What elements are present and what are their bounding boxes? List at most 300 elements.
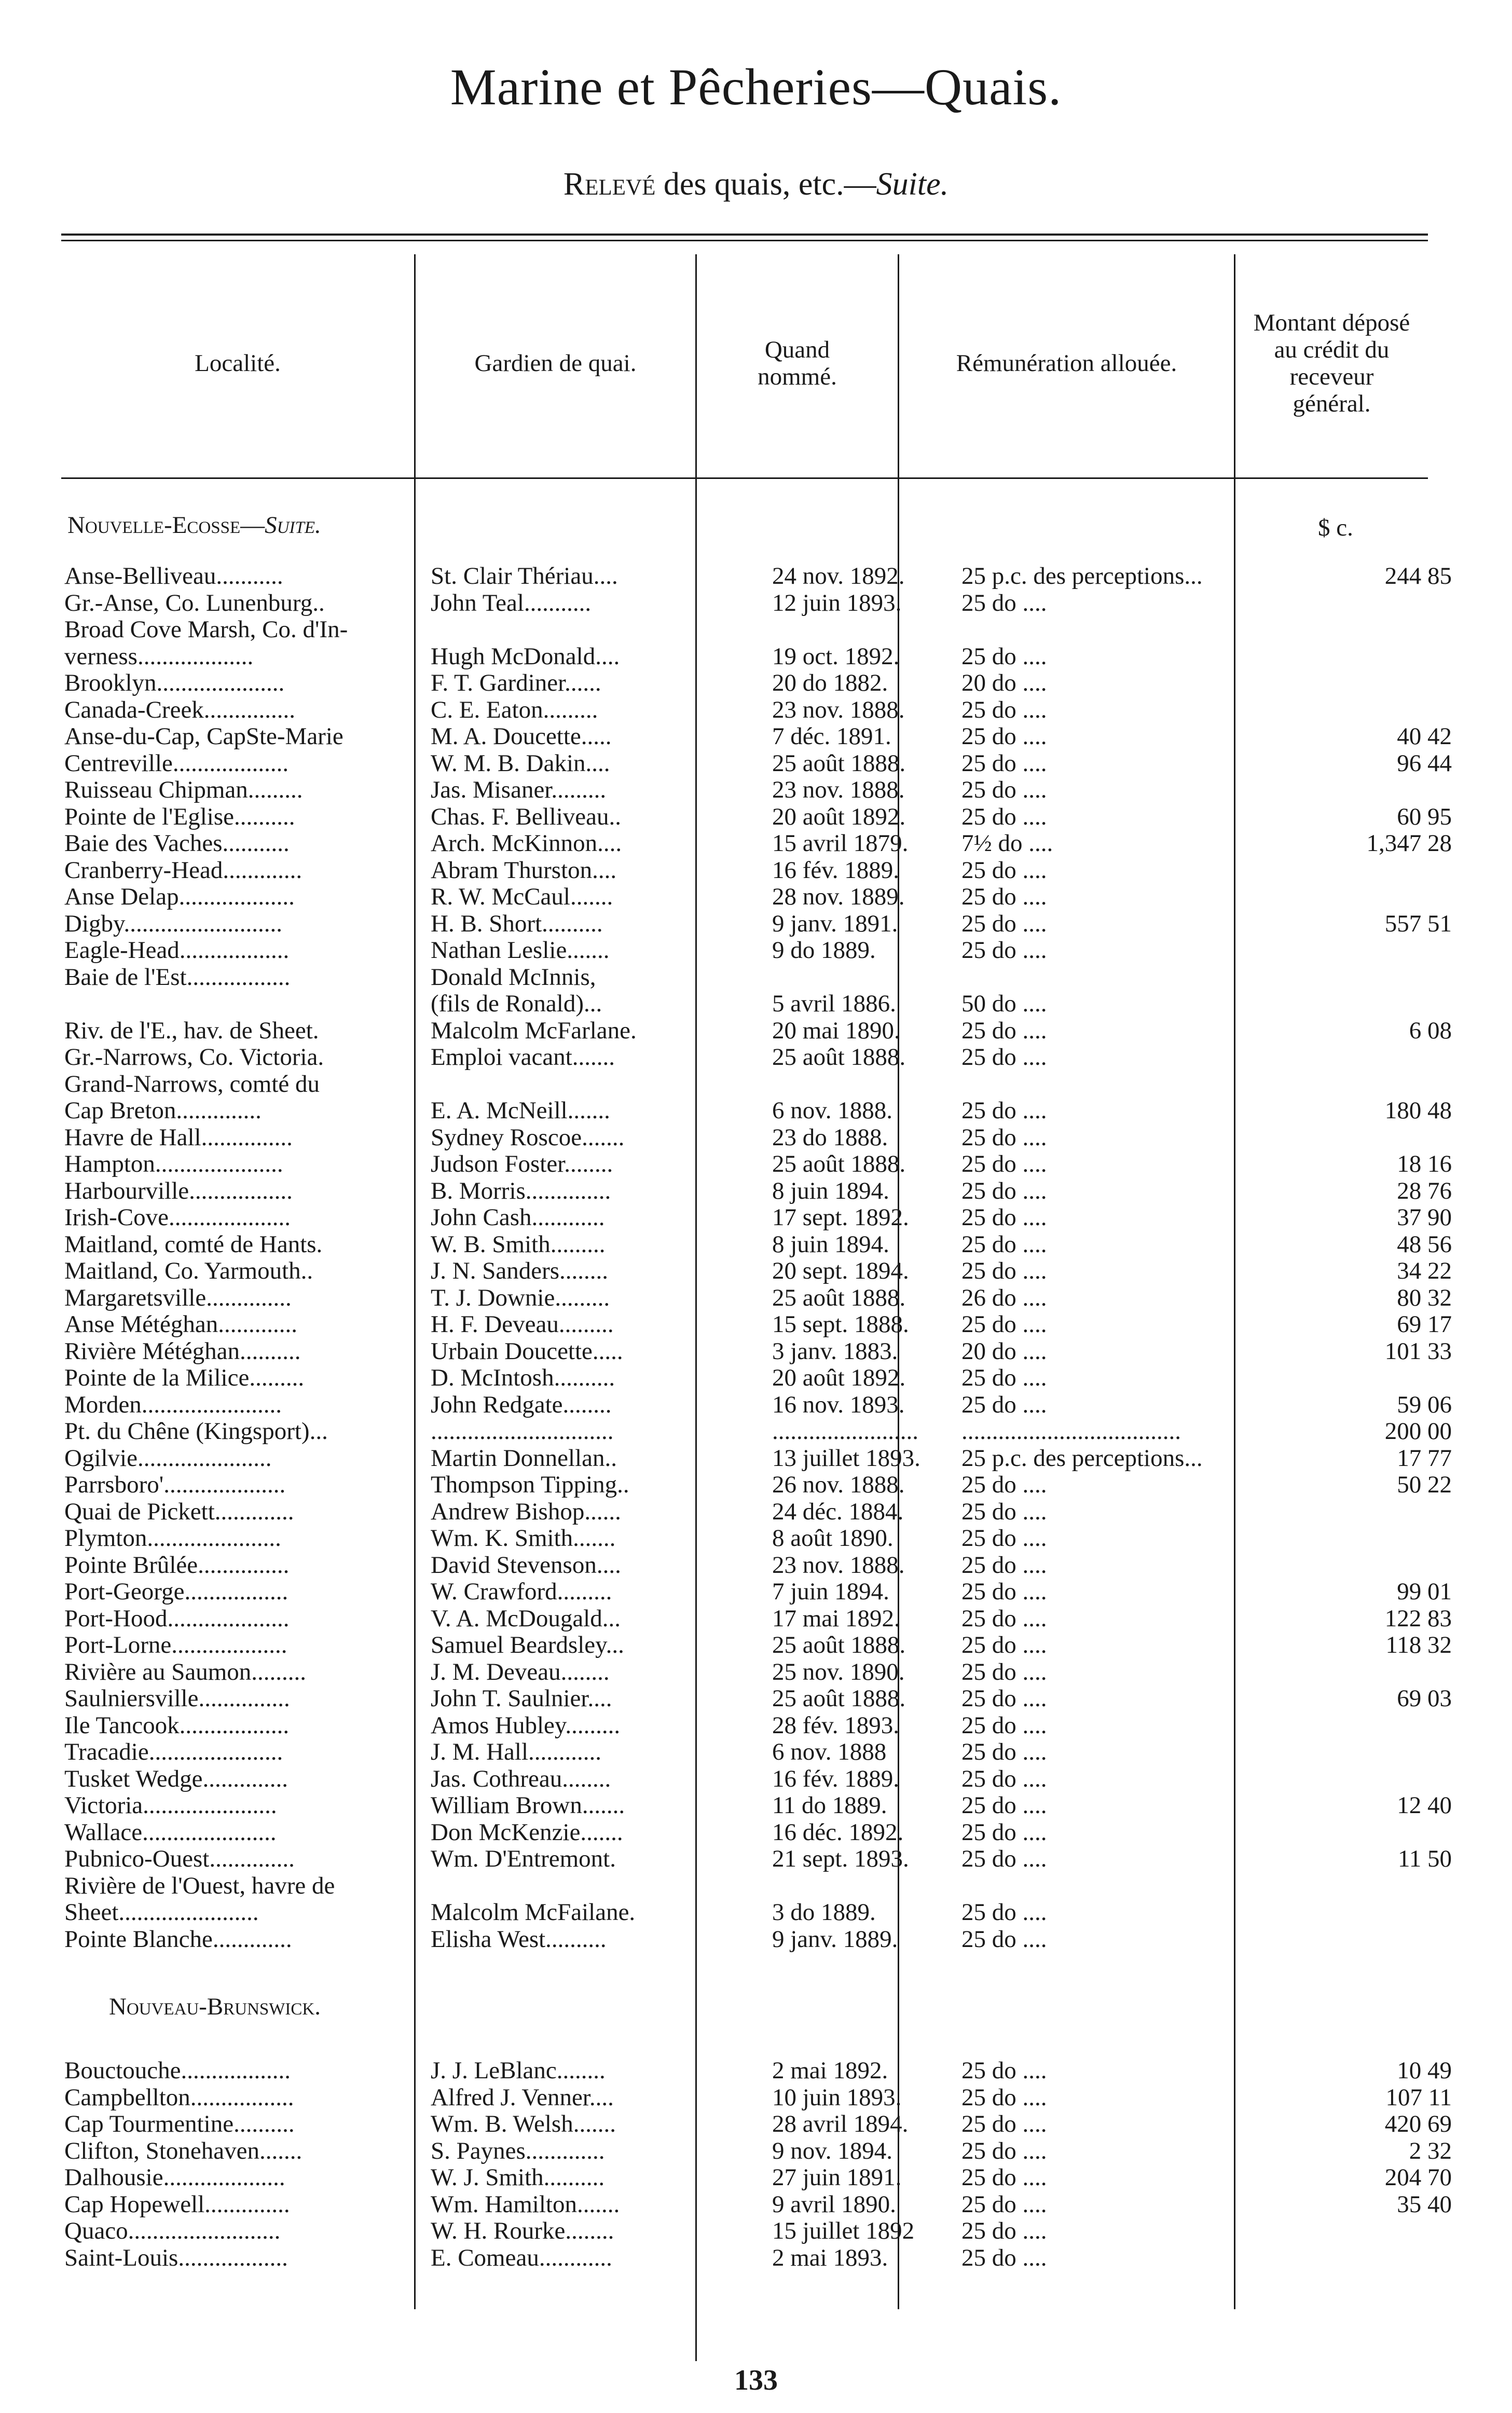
cell-date: 16 nov. 1893. — [772, 1391, 905, 1418]
table-row — [61, 1338, 1452, 1365]
cell-remuneration: 25 do .... — [961, 857, 1047, 884]
table-row — [61, 803, 1452, 830]
table-row — [61, 2191, 1452, 2218]
cell-gardien: Alfred J. Venner.... — [431, 2084, 614, 2111]
cell-date: 20 do 1882. — [772, 670, 888, 696]
cell-remuneration: 25 p.c. des perceptions... — [961, 563, 1203, 589]
cell-gardien: Wm. B. Welsh....... — [431, 2111, 616, 2137]
cell-gardien: B. Morris.............. — [431, 1177, 611, 1204]
cell-date: 11 do 1889. — [772, 1792, 887, 1819]
cell-montant — [1307, 1499, 1452, 1525]
cell-remuneration: 25 do .... — [961, 1765, 1047, 1792]
cell-montant — [1307, 616, 1452, 643]
cell-montant — [1307, 1766, 1452, 1792]
cell-gardien: Wm. D'Entremont. — [431, 1846, 616, 1872]
cell-localite: Plymton...................... — [64, 1525, 281, 1552]
cell-localite: Port-George................. — [64, 1579, 288, 1605]
cell-gardien: Wm. Hamilton....... — [431, 2191, 620, 2218]
cell-localite: Ruisseau Chipman......... — [64, 777, 303, 803]
cell-date: 2 mai 1892. — [772, 2058, 888, 2084]
cell-gardien: Jas. Cothreau........ — [431, 1765, 611, 1792]
cell-localite: Anse Météghan............. — [64, 1311, 298, 1338]
cell-gardien: W. H. Rourke........ — [431, 2218, 614, 2244]
subtitle-rest: des quais, etc.— — [655, 167, 876, 202]
cell-remuneration: 25 do .... — [961, 1552, 1047, 1579]
cell-date: 6 nov. 1888. — [772, 1098, 892, 1124]
cell-localite: Pubnico-Ouest.............. — [64, 1846, 295, 1872]
cell-montant — [1307, 1899, 1452, 1926]
cell-date: 20 août 1892. — [772, 803, 906, 830]
cell-date — [772, 1071, 949, 1098]
cell-date: 25 août 1888. — [772, 1044, 906, 1071]
cell-date: 15 avril 1879. — [772, 830, 909, 857]
table-row — [61, 1231, 1452, 1258]
cell-remuneration — [961, 964, 1283, 991]
cell-date: 25 août 1888. — [772, 1685, 906, 1712]
cell-date: 8 juin 1894. — [772, 1231, 889, 1258]
cell-gardien: John Cash............ — [431, 1204, 605, 1231]
cell-date: 7 juin 1894. — [772, 1579, 889, 1605]
cell-montant — [1307, 1365, 1452, 1391]
cell-date: 20 août 1892. — [772, 1365, 906, 1391]
table-row — [61, 777, 1428, 803]
cell-montant: 204 70 — [1384, 2164, 1452, 2191]
table-row — [61, 1418, 1452, 1445]
table-row — [61, 590, 1428, 616]
cell-montant: 1,347 28 — [1366, 830, 1452, 857]
table-row — [61, 1445, 1452, 1472]
cell-montant: 99 01 — [1397, 1579, 1452, 1605]
cell-date: 9 nov. 1894. — [772, 2137, 892, 2164]
cell-date: 7 déc. 1891. — [772, 723, 891, 750]
cell-gardien: J. M. Hall............ — [431, 1739, 601, 1765]
cell-date: 25 août 1888. — [772, 750, 906, 777]
cell-montant: 118 32 — [1385, 1632, 1452, 1658]
cell-remuneration: 7½ do .... — [961, 830, 1053, 857]
cell-montant: 48 56 — [1397, 1231, 1452, 1258]
cell-localite: Digby.......................... — [64, 910, 282, 937]
cell-localite: Anse-Belliveau........... — [64, 563, 283, 589]
cell-date: 8 juin 1894. — [772, 1177, 889, 1204]
cell-date: 23 nov. 1888. — [772, 777, 905, 803]
cell-localite: Clifton, Stonehaven....... — [64, 2137, 303, 2164]
cell-localite: Baie de l'Est................. — [64, 964, 291, 991]
section-suite: Suite. — [265, 512, 321, 539]
cell-gardien: S. Paynes............. — [431, 2137, 605, 2164]
cell-montant — [1307, 884, 1452, 910]
cell-montant — [1307, 2218, 1452, 2244]
cell-date: 28 fév. 1893. — [772, 1712, 899, 1739]
cell-remuneration: 25 do .... — [961, 1632, 1047, 1658]
cell-remuneration: 25 do .... — [961, 1177, 1047, 1204]
table-row — [61, 1098, 1452, 1124]
cell-date: 17 mai 1892. — [772, 1605, 900, 1632]
cell-localite: Harbourville................. — [64, 1177, 293, 1204]
cell-localite: Grand-Narrows, comté du — [64, 1071, 320, 1098]
cell-gardien: John Teal........... — [431, 589, 592, 616]
cell-gardien: E. A. McNeill....... — [431, 1098, 610, 1124]
cell-localite: Cap Hopewell.............. — [64, 2191, 290, 2218]
cell-remuneration: 25 do .... — [961, 1685, 1047, 1712]
cell-date: ........................ — [772, 1418, 918, 1445]
cell-remuneration — [961, 1071, 1283, 1098]
cell-date: 16 déc. 1892. — [772, 1819, 904, 1846]
subtitle-suite: Suite. — [876, 167, 949, 202]
cell-gardien: Wm. K. Smith....... — [431, 1525, 616, 1552]
cell-localite: Pointe de l'Eglise.......... — [64, 803, 295, 830]
table-row — [61, 830, 1452, 857]
cell-remuneration: 25 do .... — [961, 2084, 1047, 2111]
cell-montant — [1307, 1712, 1452, 1739]
table-row — [61, 1071, 1428, 1098]
cell-remuneration: 25 do .... — [961, 1391, 1047, 1418]
table-row — [61, 1472, 1452, 1498]
table-row — [61, 750, 1452, 777]
table-row — [61, 964, 1428, 991]
cell-montant: 18 16 — [1397, 1151, 1452, 1177]
cell-montant — [1307, 1044, 1452, 1071]
cell-localite: Maitland, comté de Hants. — [64, 1231, 323, 1258]
cell-gardien: Malcolm McFailane. — [431, 1899, 636, 1926]
cell-gardien — [431, 1071, 758, 1098]
cell-gardien: William Brown....... — [431, 1792, 625, 1819]
column-header-remuneration: Rémunération allouée. — [956, 350, 1177, 377]
table-row — [61, 643, 1428, 670]
cell-montant — [1307, 964, 1452, 991]
cell-localite: Pointe Brûlée............... — [64, 1552, 290, 1579]
cell-localite: Saint-Louis.................. — [64, 2244, 288, 2271]
cell-date: 9 do 1889. — [772, 937, 876, 964]
cell-localite: Cap Breton.............. — [64, 1098, 262, 1124]
cell-gardien: M. A. Doucette..... — [431, 723, 612, 750]
cell-date: 25 nov. 1890. — [772, 1658, 905, 1685]
cell-remuneration: 25 do .... — [961, 937, 1047, 964]
cell-gardien: Thompson Tipping.. — [431, 1472, 629, 1498]
cell-gardien: T. J. Downie......... — [431, 1284, 610, 1311]
cell-gardien: Hugh McDonald.... — [431, 643, 620, 670]
table-row — [61, 2137, 1452, 2164]
cell-gardien: E. Comeau............ — [431, 2244, 612, 2271]
table-row — [61, 1579, 1452, 1605]
cell-gardien: J. N. Sanders........ — [431, 1258, 609, 1284]
cell-montant: 11 50 — [1397, 1846, 1452, 1872]
cell-montant: 50 22 — [1397, 1472, 1452, 1498]
cell-localite: Port-Hood.................... — [64, 1605, 290, 1632]
table-row — [61, 1284, 1452, 1311]
table-row — [61, 1499, 1428, 1525]
cell-remuneration: 25 do .... — [961, 1258, 1047, 1284]
cell-remuneration: 25 do .... — [961, 2137, 1047, 2164]
cell-localite: Eagle-Head.................. — [64, 937, 290, 964]
cell-montant: 200 00 — [1384, 1418, 1452, 1445]
cell-remuneration: 50 do .... — [961, 991, 1047, 1017]
cell-date: 25 août 1888. — [772, 1632, 906, 1658]
cell-remuneration: 25 do .... — [961, 1846, 1047, 1872]
table-row — [61, 563, 1452, 589]
cell-date: 6 nov. 1888 — [772, 1739, 887, 1765]
cell-montant: 40 42 — [1397, 723, 1452, 750]
table-row — [61, 991, 1428, 1017]
cell-date: 10 juin 1893. — [772, 2084, 902, 2111]
table-row — [61, 670, 1428, 696]
cell-date: 23 do 1888. — [772, 1124, 888, 1151]
cell-localite: Havre de Hall............... — [64, 1124, 293, 1151]
cell-localite: verness................... — [64, 643, 254, 670]
cell-gardien: J. J. LeBlanc........ — [431, 2058, 606, 2084]
cell-localite: Rivière Météghan.......... — [64, 1338, 301, 1365]
cell-montant: 28 76 — [1397, 1177, 1452, 1204]
table-row — [61, 1525, 1428, 1552]
table-row — [61, 910, 1452, 937]
cell-localite: Cap Tourmentine.......... — [64, 2111, 295, 2137]
cell-montant: 96 44 — [1397, 750, 1452, 777]
table-row — [61, 1873, 1428, 1899]
cell-gardien: Amos Hubley......... — [431, 1712, 621, 1739]
cell-montant: 80 32 — [1397, 1284, 1452, 1311]
table-subtitle — [0, 166, 1512, 203]
cell-montant: 69 03 — [1397, 1685, 1452, 1712]
page-title: Marine et Pêcheries—Quais. — [450, 58, 1062, 116]
cell-remuneration: 25 do .... — [961, 1525, 1047, 1552]
section-name: Nouvelle-Ecosse— — [67, 512, 265, 539]
table-row — [61, 884, 1428, 910]
cell-date: 28 avril 1894. — [772, 2111, 909, 2137]
cell-remuneration: 25 do .... — [961, 1044, 1047, 1071]
table-row — [61, 2164, 1452, 2191]
cell-remuneration: 25 do .... — [961, 1712, 1047, 1739]
cell-date: 8 août 1890. — [772, 1525, 894, 1552]
cell-localite: Campbellton................. — [64, 2084, 294, 2111]
cell-localite: Morden....................... — [64, 1391, 282, 1418]
cell-gardien: (fils de Ronald)... — [431, 991, 602, 1017]
cell-montant: 101 33 — [1384, 1338, 1452, 1365]
cell-remuneration: 25 do .... — [961, 1739, 1047, 1765]
cell-gardien: St. Clair Thériau.... — [431, 563, 618, 589]
cell-localite: Rivière au Saumon......... — [64, 1658, 307, 1685]
cell-montant — [1307, 1926, 1452, 1953]
cell-gardien: Arch. McKinnon.... — [431, 830, 622, 857]
cell-remuneration — [961, 1873, 1283, 1899]
cell-localite: Quai de Pickett............. — [64, 1498, 294, 1525]
page-number: 133 — [734, 2364, 778, 2396]
table-row — [61, 1685, 1452, 1712]
cell-remuneration: 25 do .... — [961, 1365, 1047, 1391]
cell-localite: Baie des Vaches........... — [64, 830, 290, 857]
cell-date: 15 juillet 1892 — [772, 2218, 915, 2244]
cell-date: 13 juillet 1893. — [772, 1445, 920, 1472]
cell-montant: 107 11 — [1385, 2084, 1452, 2111]
cell-remuneration: 25 do .... — [961, 589, 1047, 616]
column-header-localite: Localité. — [195, 350, 281, 377]
cell-montant: 35 40 — [1397, 2191, 1452, 2218]
column-header-gardien: Gardien de quai. — [474, 350, 637, 377]
cell-gardien: John Redgate........ — [431, 1391, 612, 1418]
cell-gardien: Martin Donnellan.. — [431, 1445, 617, 1472]
cell-montant — [1307, 937, 1452, 964]
cell-gardien: Judson Foster........ — [431, 1151, 613, 1177]
cell-localite: Sheet....................... — [64, 1899, 259, 1926]
cell-date: 9 janv. 1889. — [772, 1926, 898, 1953]
cell-gardien: J. M. Deveau........ — [431, 1658, 610, 1685]
table-row — [61, 1926, 1428, 1953]
cell-gardien: H. B. Short.......... — [431, 910, 603, 937]
table-row — [61, 1792, 1452, 1819]
cell-montant — [1307, 777, 1452, 803]
cell-montant — [1307, 670, 1452, 696]
cell-remuneration: 25 do .... — [961, 1792, 1047, 1819]
cell-localite: Anse-du-Cap, CapSte-Marie — [64, 723, 343, 750]
table-row — [61, 1712, 1428, 1739]
cell-gardien — [431, 616, 758, 643]
cell-localite: Ogilvie...................... — [64, 1445, 272, 1472]
cell-gardien: D. McIntosh.......... — [431, 1365, 615, 1391]
cell-localite: Ile Tancook.................. — [64, 1712, 290, 1739]
table-row — [61, 1204, 1452, 1231]
cell-remuneration: 25 do .... — [961, 1231, 1047, 1258]
cell-gardien: Elisha West.......... — [431, 1926, 607, 1953]
cell-montant — [1307, 1071, 1452, 1098]
cell-montant — [1307, 1525, 1452, 1552]
cell-date: 12 juin 1893. — [772, 589, 902, 616]
cell-montant: 69 17 — [1397, 1311, 1452, 1338]
cell-remuneration: 25 do .... — [961, 1204, 1047, 1231]
currency-header: $ c. — [1318, 514, 1353, 541]
cell-remuneration: 25 do .... — [961, 643, 1047, 670]
cell-montant: 420 69 — [1384, 2111, 1452, 2137]
table-row — [61, 1846, 1452, 1872]
cell-montant: 17 77 — [1397, 1445, 1452, 1472]
cell-date: 26 nov. 1888. — [772, 1472, 905, 1498]
cell-remuneration: 25 do .... — [961, 1017, 1047, 1044]
cell-gardien: Sydney Roscoe....... — [431, 1124, 625, 1151]
cell-gardien: V. A. McDougald... — [431, 1605, 621, 1632]
table-row — [61, 1632, 1452, 1658]
table-row — [61, 697, 1428, 723]
cell-localite — [64, 991, 417, 1017]
cell-gardien — [431, 1873, 758, 1899]
cell-remuneration: 25 do .... — [961, 777, 1047, 803]
cell-montant — [1307, 991, 1452, 1017]
cell-gardien: Nathan Leslie....... — [431, 937, 610, 964]
cell-date: 5 avril 1886. — [772, 991, 896, 1017]
cell-montant — [1307, 1659, 1452, 1685]
table-row — [61, 2111, 1452, 2137]
cell-localite: Tusket Wedge.............. — [64, 1765, 288, 1792]
cell-date: 25 août 1888. — [772, 1284, 906, 1311]
cell-remuneration: 25 do .... — [961, 1124, 1047, 1151]
cell-localite: Hampton..................... — [64, 1151, 283, 1177]
cell-gardien: W. B. Smith......... — [431, 1231, 606, 1258]
cell-date: 2 mai 1893. — [772, 2244, 888, 2271]
table-row — [61, 1605, 1452, 1632]
cell-remuneration: 25 do .... — [961, 2058, 1047, 2084]
cell-remuneration: 25 do .... — [961, 1605, 1047, 1632]
cell-date: 20 mai 1890. — [772, 1017, 900, 1044]
cell-montant: 37 90 — [1397, 1204, 1452, 1231]
cell-montant: 6 08 — [1409, 1017, 1452, 1044]
table-row — [61, 1659, 1428, 1685]
cell-gardien: Chas. F. Belliveau.. — [431, 803, 621, 830]
cell-remuneration: 25 do .... — [961, 2111, 1047, 2137]
table-row — [61, 2218, 1428, 2244]
cell-localite: Centreville................... — [64, 750, 289, 777]
cell-remuneration: 25 do .... — [961, 1311, 1047, 1338]
cell-localite: Gr.-Anse, Co. Lunenburg.. — [64, 589, 325, 616]
cell-remuneration — [961, 616, 1283, 643]
cell-date: 20 sept. 1894. — [772, 1258, 909, 1284]
cell-localite: Gr.-Narrows, Co. Victoria. — [64, 1044, 324, 1071]
cell-montant: 557 51 — [1384, 910, 1452, 937]
cell-remuneration: 26 do .... — [961, 1284, 1047, 1311]
cell-gardien: C. E. Eaton......... — [431, 696, 598, 723]
cell-date: 23 nov. 1888. — [772, 696, 905, 723]
cell-localite: Broad Cove Marsh, Co. d'In- — [64, 616, 348, 643]
cell-gardien: Donald McInnis, — [431, 964, 596, 991]
cell-localite: Parrsboro'.................... — [64, 1472, 286, 1498]
table-row — [61, 1819, 1428, 1846]
cell-remuneration: 25 do .... — [961, 1579, 1047, 1605]
cell-gardien: Emploi vacant....... — [431, 1044, 615, 1071]
cell-date: 16 fév. 1889. — [772, 857, 899, 884]
cell-localite: Pointe de la Milice......... — [64, 1365, 305, 1391]
cell-gardien: R. W. McCaul....... — [431, 884, 613, 910]
table-row — [61, 616, 1428, 643]
cell-localite: Irish-Cove.................... — [64, 1204, 291, 1231]
cell-gardien: Don McKenzie....... — [431, 1819, 623, 1846]
table-row — [61, 1311, 1452, 1338]
cell-montant: 180 48 — [1384, 1098, 1452, 1124]
cell-montant: 60 95 — [1397, 803, 1452, 830]
table-row — [61, 1017, 1452, 1044]
cell-localite: Quaco......................... — [64, 2218, 281, 2244]
cell-gardien: Abram Thurston.... — [431, 857, 617, 884]
cell-localite: Brooklyn..................... — [64, 670, 285, 696]
cell-remuneration: 25 do .... — [961, 723, 1047, 750]
cell-date: 16 fév. 1889. — [772, 1765, 899, 1792]
cell-remuneration: 25 do .... — [961, 2164, 1047, 2191]
cell-remuneration: 25 do .... — [961, 1658, 1047, 1685]
table-row — [61, 1766, 1428, 1792]
cell-date: 19 oct. 1892. — [772, 643, 900, 670]
table-row — [61, 2058, 1452, 2084]
cell-date: 23 nov. 1888. — [772, 1552, 905, 1579]
cell-montant: 2 32 — [1409, 2137, 1452, 2164]
cell-date: 21 sept. 1893. — [772, 1846, 909, 1872]
cell-remuneration: 25 do .... — [961, 910, 1047, 937]
cell-localite: Margaretsville.............. — [64, 1284, 292, 1311]
cell-localite: Canada-Creek............... — [64, 696, 296, 723]
table-row — [61, 2084, 1452, 2111]
cell-gardien: Samuel Beardsley... — [431, 1632, 624, 1658]
cell-localite: Maitland, Co. Yarmouth.. — [64, 1258, 313, 1284]
cell-remuneration: 25 do .... — [961, 2244, 1047, 2271]
cell-gardien: W. M. B. Dakin.... — [431, 750, 610, 777]
cell-remuneration: 25 do .... — [961, 1899, 1047, 1926]
cell-localite: Bouctouche.................. — [64, 2058, 291, 2084]
cell-date: 28 nov. 1889. — [772, 884, 905, 910]
cell-montant: 244 85 — [1384, 563, 1452, 589]
cell-localite: Tracadie...................... — [64, 1739, 283, 1765]
cell-montant: 12 40 — [1397, 1792, 1452, 1819]
table-row — [61, 1552, 1428, 1579]
top-rule-thin — [61, 240, 1428, 241]
cell-remuneration: 25 p.c. des perceptions... — [961, 1445, 1203, 1472]
cell-gardien: W. J. Smith.......... — [431, 2164, 605, 2191]
cell-date — [772, 964, 949, 991]
table-row — [61, 1739, 1428, 1765]
cell-remuneration: 20 do .... — [961, 670, 1047, 696]
cell-montant — [1307, 857, 1452, 884]
